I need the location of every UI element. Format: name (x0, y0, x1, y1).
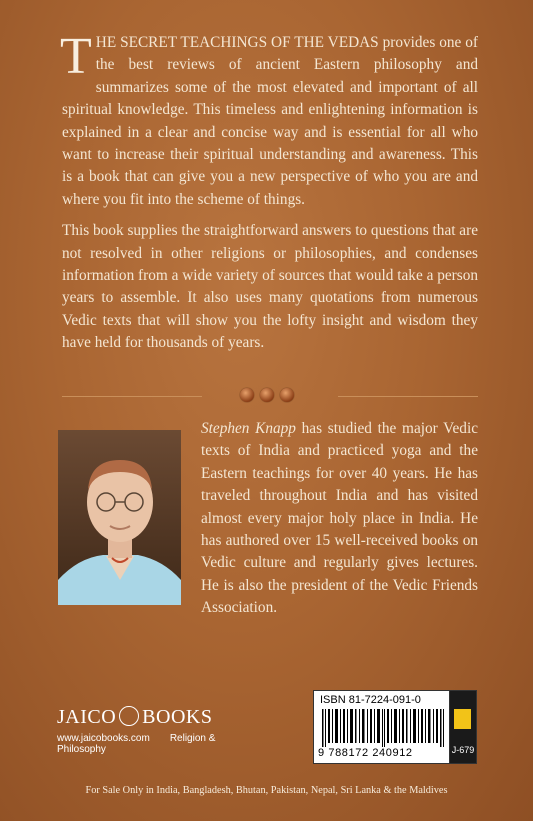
divider-line-left (62, 396, 202, 397)
sales-territory-notice: For Sale Only in India, Bangladesh, Bhutan, Pakistan, Nepal, Sri Lanka & the Maldives (85, 785, 448, 796)
back-cover-blurb (60, 28, 479, 364)
author-photo (58, 430, 181, 605)
drop-cap: T (60, 28, 92, 85)
divider-line-right (338, 396, 478, 397)
author-name: Stephen Knapp (201, 420, 296, 437)
blurb-paragraph-2: This book supplies the straightforward answers to questions that are not resolved in other religions or philosophies, and condenses information from a wide variety of sources that would take a person years to assemble. It also uses many quotations from numerous Vedic texts that will show you the lofty insight and wisdom they have held for thousands of years. (62, 222, 478, 352)
divider-ornaments (240, 388, 294, 402)
barcode-number: 9 788172 240912 (318, 747, 413, 759)
blurb-paragraph-1 (60, 28, 479, 211)
book-title-inline: HE SECRET TEACHINGS OF THE VEDAS (95, 34, 379, 51)
publisher-name-right: BOOKS (142, 706, 213, 728)
author-bio-text: has studied the major Vedic texts of India and practiced yoga and the Eastern teachings for over 40 years. He has traveled throughout India and has visited almost every major holy place in India. He has authored over 15 well-received books on Vedic culture and regularly gives lectures. He is also the president of the Vedic Friends Association. (201, 420, 478, 617)
ornament-dot-icon (280, 388, 294, 402)
isbn-label: ISBN 81-7224-091-0 (320, 694, 421, 706)
publisher-name-left: JAICO (57, 706, 117, 728)
author-bio (201, 418, 478, 620)
publisher-info (57, 733, 277, 755)
isbn-barcode-box (313, 690, 451, 764)
publisher-website: www.jaicobooks.com (57, 733, 150, 744)
publisher-logo (57, 706, 247, 736)
ornament-dot-icon (240, 388, 254, 402)
ornament-dot-icon (260, 388, 274, 402)
publisher-mini-logo-icon (454, 709, 471, 729)
publisher-code: J-679 (451, 745, 475, 755)
blurb-paragraph-1-text: provides one of the best reviews of ancient Eastern philosophy and summarizes some of the most elevated and important of all spiritual knowledge. This timeless and enlightening information is explained in a clear and concise way and is essential for all who want to increase their spiritual understanding and awareness. This is a book that can give you a new perspective of who you are and where you fit into the scheme of things. (62, 34, 479, 208)
sun-icon (119, 706, 139, 726)
barcode-icon (322, 709, 444, 747)
ornament-divider (62, 388, 478, 406)
publisher-code-box (449, 690, 477, 764)
book-category: Religion & Philosophy (57, 733, 216, 755)
